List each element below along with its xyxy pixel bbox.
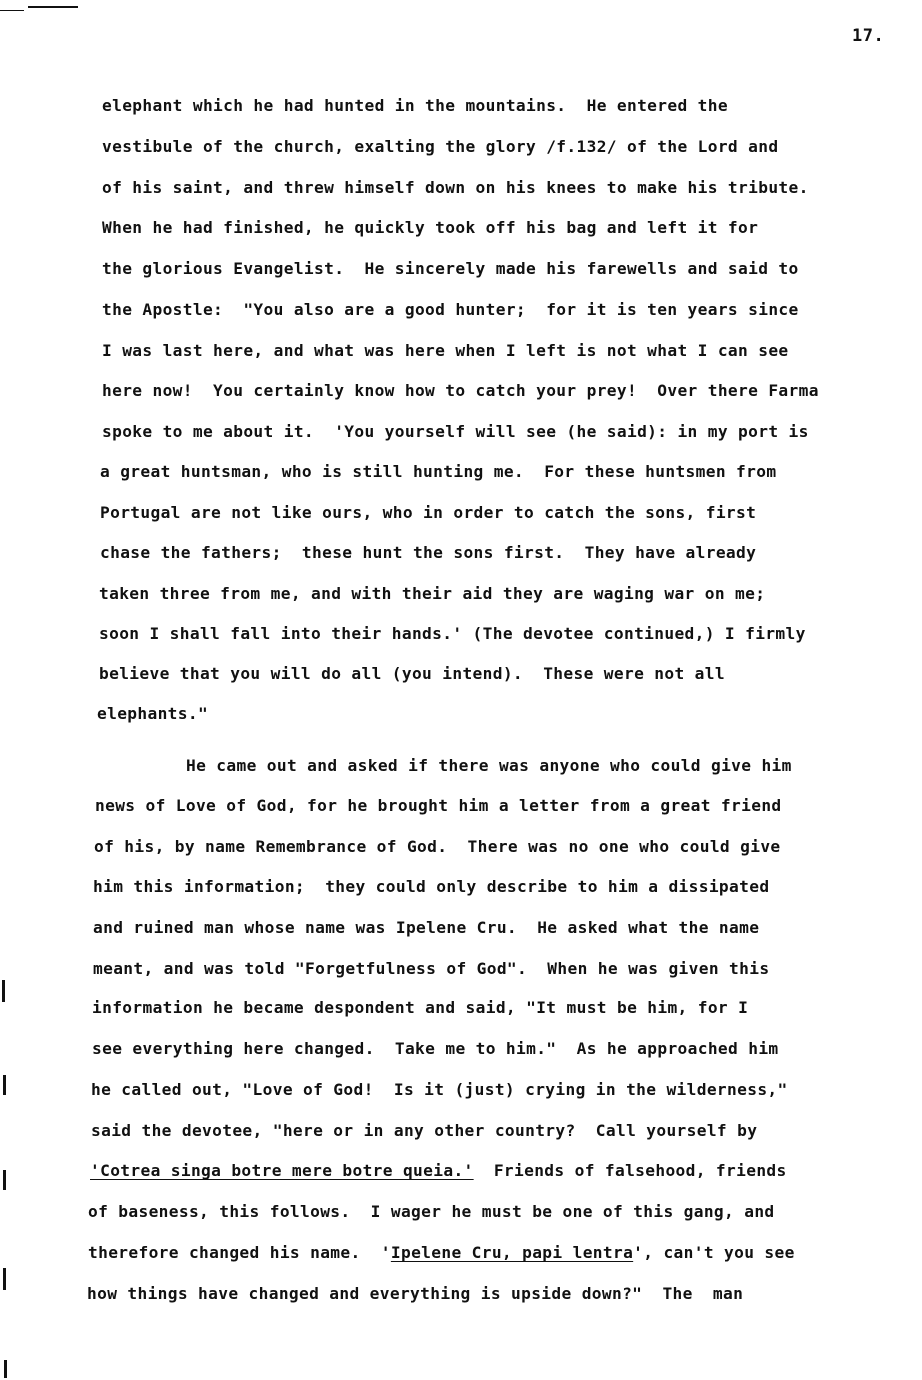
scan-artifact-margin xyxy=(3,1170,6,1190)
scan-artifact-margin xyxy=(4,1360,7,1378)
text-line: the Apostle: "You also are a good hunter; for it is ten years since xyxy=(102,300,799,319)
underlined-phrase: Ipelene Cru, papi lentra xyxy=(390,1243,634,1262)
page-number: 17. xyxy=(852,26,885,46)
text-line xyxy=(90,1161,787,1181)
text-line: information he became despondent and said, "It must be him, for I xyxy=(92,998,749,1017)
scan-artifact-margin xyxy=(3,1268,6,1290)
scan-artifact-top xyxy=(28,6,78,8)
text-line: the glorious Evangelist. He sincerely made his farewells and said to xyxy=(102,259,799,278)
text-line: news of Love of God, for he brought him a letter from a great friend xyxy=(95,796,782,815)
text-span: Friends of falsehood, friends xyxy=(473,1161,787,1180)
text-line: taken three from me, and with their aid they are waging war on me; xyxy=(99,584,766,603)
text-line: a great huntsman, who is still hunting me. For these huntsmen from xyxy=(100,462,777,481)
text-line: believe that you will do all (you intend). These were not all xyxy=(99,664,725,683)
text-line: meant, and was told "Forgetfulness of God". When he was given this xyxy=(93,959,770,978)
text-line: and ruined man whose name was Ipelene Cru. He asked what the name xyxy=(93,918,760,937)
text-line: said the devotee, "here or in any other country? Call yourself by xyxy=(91,1121,758,1140)
text-line xyxy=(88,1243,795,1263)
text-line: of baseness, this follows. I wager he must be one of this gang, and xyxy=(88,1202,775,1221)
text-line: soon I shall fall into their hands.' (The devotee continued,) I firmly xyxy=(99,624,806,643)
text-line: I was last here, and what was here when I left is not what I can see xyxy=(102,341,789,360)
text-line: vestibule of the church, exalting the glory /f.132/ of the Lord and xyxy=(102,137,779,156)
scan-artifact-margin xyxy=(3,1075,6,1095)
text-line: chase the fathers; these hunt the sons first. They have already xyxy=(100,543,757,562)
text-line: him this information; they could only describe to him a dissipated xyxy=(93,877,770,896)
underlined-phrase: 'Cotrea singa botre mere botre queia.' xyxy=(90,1161,474,1180)
text-span: therefore changed his name. ' xyxy=(88,1243,391,1262)
text-line: Portugal are not like ours, who in order to catch the sons, first xyxy=(100,503,757,522)
text-line: He came out and asked if there was anyone who could give him xyxy=(186,756,792,775)
text-line: When he had finished, he quickly took off his bag and left it for xyxy=(102,218,759,237)
text-line: of his, by name Remembrance of God. There was no one who could give xyxy=(94,837,781,856)
text-line: how things have changed and everything is upside down?" The man xyxy=(87,1284,744,1303)
text-span: ', can't you see xyxy=(633,1243,795,1262)
text-line: he called out, "Love of God! Is it (just) crying in the wilderness," xyxy=(91,1080,788,1099)
scan-artifact-margin xyxy=(2,980,5,1002)
text-line: elephants." xyxy=(97,704,209,723)
text-line: here now! You certainly know how to catch your prey! Over there Farma xyxy=(102,381,819,400)
text-line: elephant which he had hunted in the mountains. He entered the xyxy=(102,96,728,115)
text-line: see everything here changed. Take me to him." As he approached him xyxy=(92,1039,779,1058)
scan-artifact-top xyxy=(0,10,24,11)
text-line: spoke to me about it. 'You yourself will see (he said): in my port is xyxy=(102,422,809,441)
text-line: of his saint, and threw himself down on his knees to make his tribute. xyxy=(102,178,809,197)
